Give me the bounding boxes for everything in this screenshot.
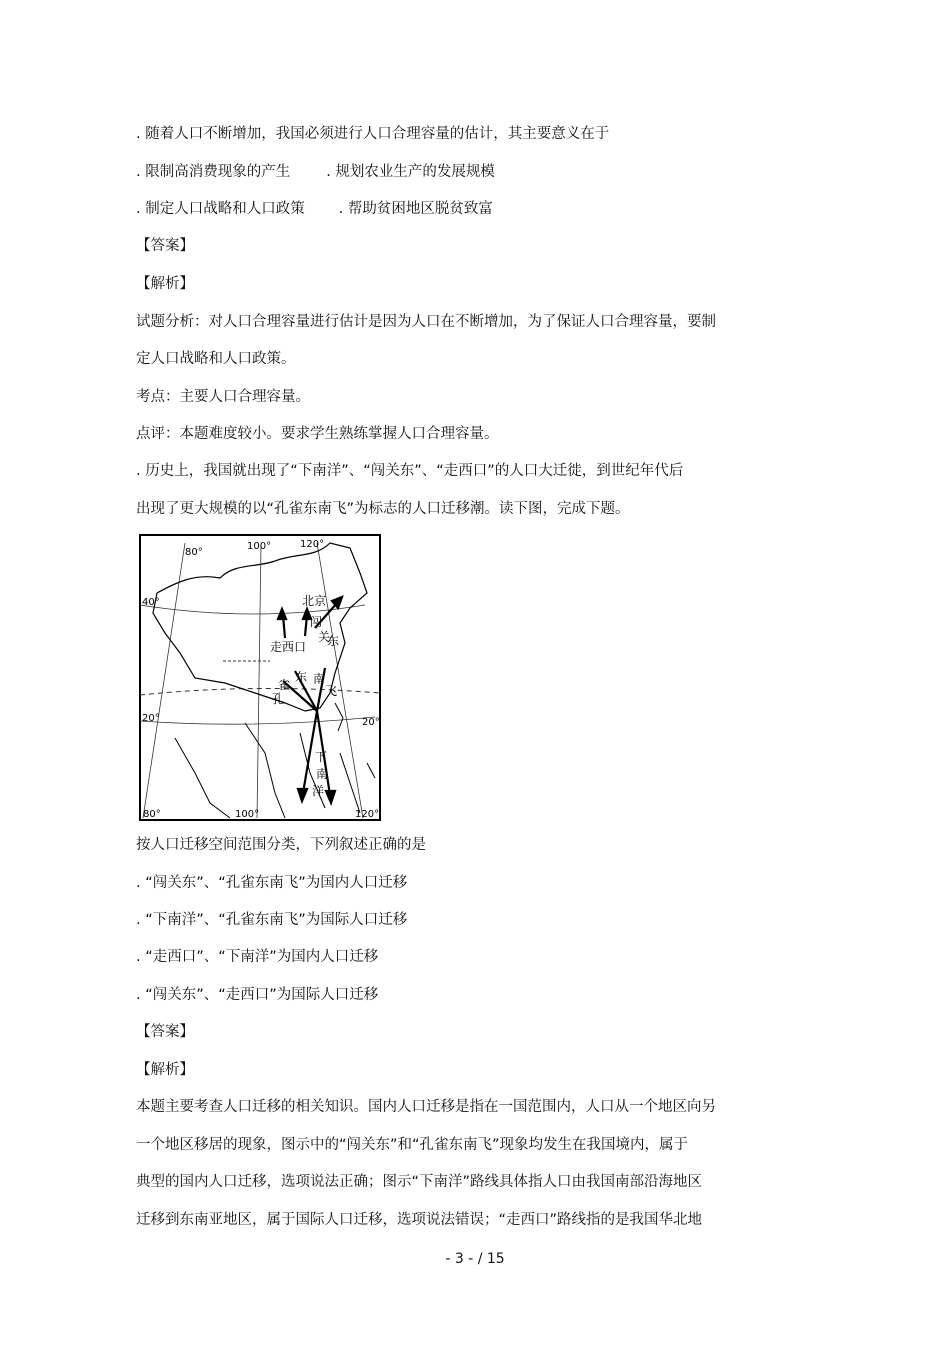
q2-option-d: . “闯关东”、“走西口”为国际人口迁移	[136, 987, 379, 1003]
label-lon-80-top: 80°	[185, 547, 203, 558]
label-nan: 南	[313, 672, 326, 686]
label-que: 雀	[278, 678, 291, 692]
label-dong2: 东	[295, 670, 308, 684]
label-lon-80-bottom: 80°	[143, 809, 161, 820]
q1-options-row1	[136, 162, 495, 182]
label-lat-20-right: 20°	[362, 717, 380, 728]
label-lon-100-top: 100°	[247, 541, 272, 552]
label-guan: 关	[318, 630, 331, 644]
q1-option-a: . 限制高消费现象的产生	[136, 164, 291, 180]
label-fei: 飞	[325, 684, 338, 698]
q1-option-b: . 规划农业生产的发展规模	[326, 164, 495, 180]
label-xia: 下	[315, 750, 328, 764]
page-number: - 3 - / 15	[445, 1251, 505, 1267]
q2-analysis-line4: 迁移到东南亚地区，属于国际人口迁移，选项说法错误；“走西口”路线指的是我国华北地	[136, 1212, 703, 1228]
q1-kaodian: 考点：主要人口合理容量。	[136, 389, 310, 405]
label-nan2: 南	[316, 767, 329, 781]
q2-analysis-line3: 典型的国内人口迁移，选项说法正确；图示“下南洋”路线具体指人口由我国南部沿海地区	[136, 1174, 703, 1190]
q2-analysis-line1: 本题主要考查人口迁移的相关知识。国内人口迁移是指在一国范围内，人口从一个地区向另	[136, 1099, 716, 1115]
label-lon-120-top: 120°	[300, 539, 325, 550]
q2-option-b: . “下南洋”、“孔雀东南飞”为国际人口迁移	[136, 912, 408, 928]
q2-intro-line2: 出现了更大规模的以“孔雀东南飞”为标志的人口迁移潮。读下图，完成下题。	[136, 501, 630, 517]
q1-option-c: . 制定人口战略和人口政策	[136, 201, 305, 217]
q1-analysis-line2: 定人口战略和人口政策。	[136, 351, 296, 367]
q2-analysis-line2: 一个地区移居的现象，图示中的“闯关东”和“孔雀东南飞”现象均发生在我国境内，属于	[136, 1137, 689, 1153]
q1-option-d: . 帮助贫困地区脱贫致富	[338, 201, 493, 217]
map-frame	[140, 535, 380, 820]
label-lon-120-bottom: 120°	[355, 809, 380, 820]
q1-analysis-label: 【解析】	[136, 276, 194, 292]
q1-options-row2	[136, 199, 493, 219]
q1-answer-label: 【答案】	[136, 238, 194, 254]
label-lat-20-left: 20°	[142, 713, 160, 724]
label-kong: 孔	[272, 692, 285, 706]
label-beijing: 北京	[302, 594, 327, 608]
label-lon-100-bottom: 100°	[235, 809, 260, 820]
q2-option-a: . “闯关东”、“孔雀东南飞”为国内人口迁移	[136, 875, 408, 891]
q1-stem: . 随着人口不断增加，我国必须进行人口合理容量的估计，其主要意义在于	[136, 126, 610, 142]
label-chuang: 闯	[310, 615, 323, 629]
label-zouxikou: 走西口	[270, 640, 307, 654]
q2-intro-line1: . 历史上，我国就出现了“下南洋”、“闯关东”、“走西口”的人口大迁徙，到世纪年代后	[136, 463, 684, 479]
q2-option-c: . “走西口”、“下南洋”为国内人口迁移	[136, 949, 379, 965]
q2-analysis-label: 【解析】	[136, 1062, 194, 1078]
label-lat-40: 40°	[142, 597, 160, 608]
q2-question: 按人口迁移空间范围分类，下列叙述正确的是	[136, 837, 426, 853]
migration-map	[135, 533, 385, 823]
label-yang: 洋	[312, 784, 325, 798]
q1-analysis-line1: 试题分析：对人口合理容量进行估计是因为人口在不断增加，为了保证人口合理容量，要制	[136, 314, 716, 330]
label-dong1: 东	[327, 634, 340, 648]
q1-dianping: 点评：本题难度较小。要求学生熟练掌握人口合理容量。	[136, 426, 499, 442]
q2-answer-label: 【答案】	[136, 1024, 194, 1040]
